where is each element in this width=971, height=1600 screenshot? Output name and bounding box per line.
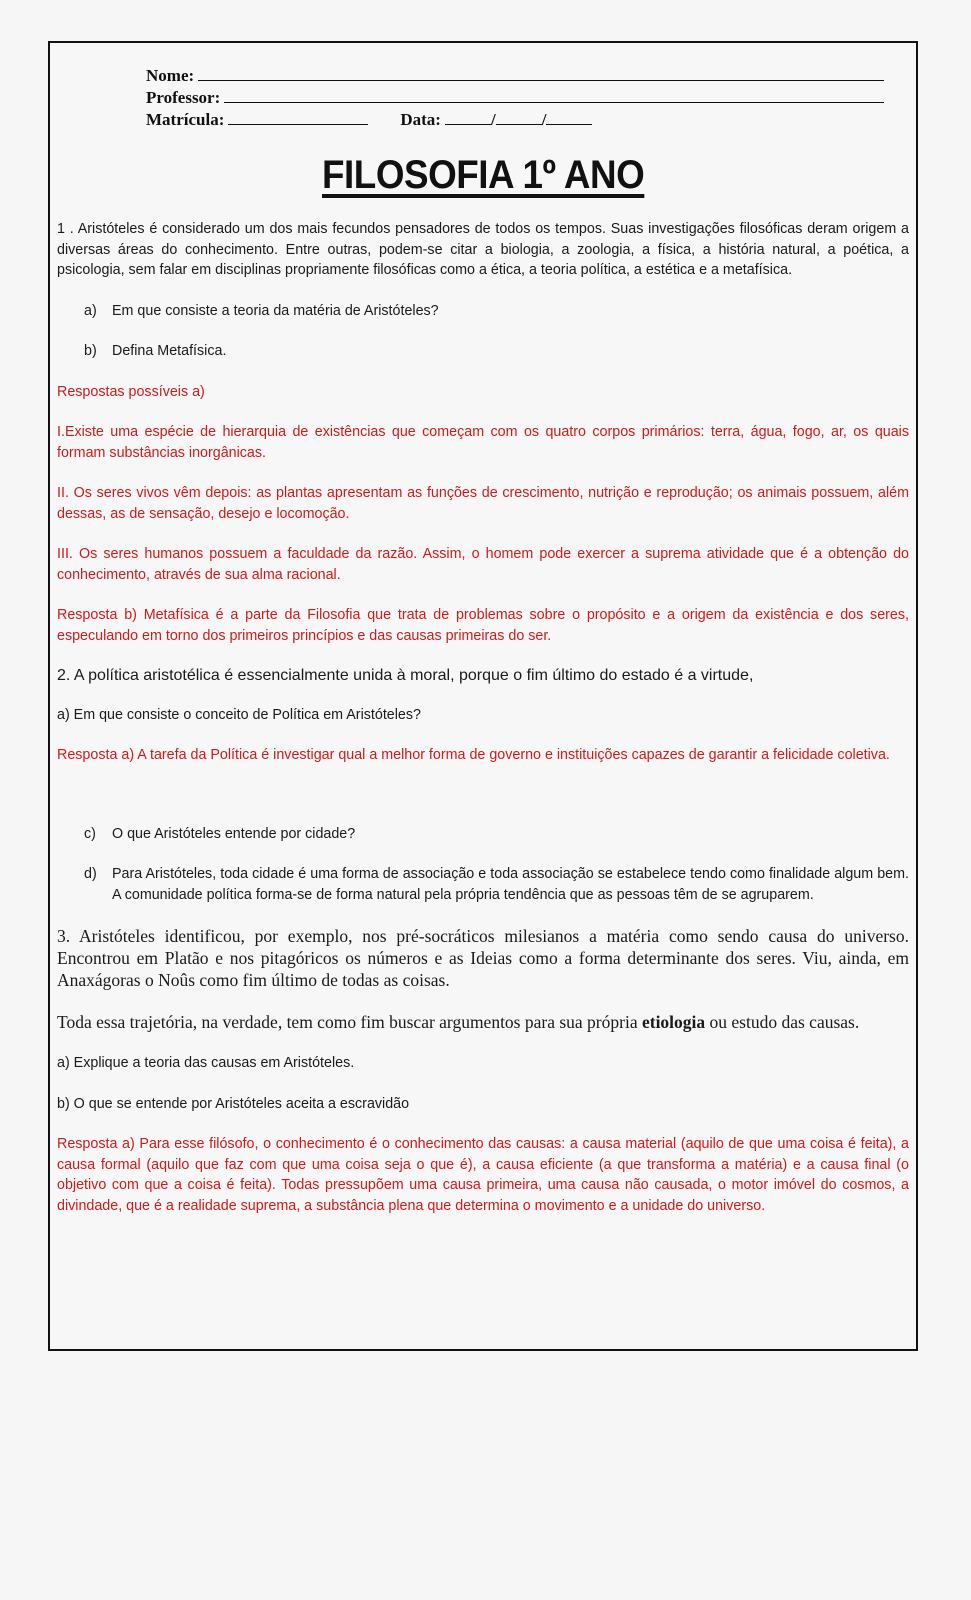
date-separator: /: [490, 110, 496, 129]
professor-field[interactable]: [224, 87, 884, 103]
matricula-row: [146, 109, 884, 131]
professor-row: [146, 87, 884, 109]
question-3b: b) O que se entende por Aristóteles aceita a escravidão: [57, 1095, 410, 1112]
answers-heading: Respostas possíveis a): [57, 383, 205, 400]
item-text: Para Aristóteles, toda cidade é uma forma de associação e toda associação se estabelece tendo como finalidade algum bem. A comunidade política forma-se de forma natural pela própria tendência que as pessoas têm de se agruparem.: [112, 866, 909, 903]
etiologia-term: etiologia: [641, 1012, 706, 1032]
item-text: Em que consiste a teoria da matéria de Aristóteles?: [112, 302, 439, 319]
date-month-field[interactable]: [496, 109, 542, 125]
worksheet-page: [48, 41, 918, 1351]
nome-label: Nome:: [146, 66, 195, 85]
answer-1a-iii: III. Os seres humanos possuem a faculdade da razão. Assim, o homem pode exercer a suprema atividade que é a obtenção do conhecimento, através de sua alma racional.: [57, 546, 909, 583]
page-title: FILOSOFIA 1º ANO: [321, 153, 645, 197]
date-day-field[interactable]: [445, 109, 491, 125]
nome-row: [146, 65, 884, 87]
date-year-field[interactable]: [546, 109, 592, 125]
document-body: [57, 219, 909, 1236]
item-marker: c): [84, 825, 96, 842]
item-marker: b): [84, 343, 97, 359]
question-2-intro: 2. A política aristotélica é essencialmente unida à moral, porque o fim último do estado é a virtude,: [57, 667, 754, 684]
question-1-intro: 1 . Aristóteles é considerado um dos mais fecundos pensadores de todos os tempos. Suas investigações filosóficas deram origem a diversas áreas do conhecimento. Entre outras, podem-se citar a biologia, a zoologia, a física, a história natural, a poética, a psicologia, sem falar em disciplinas propriamente filosóficas como a ética, a teoria política, a estética e a metafísica.: [57, 221, 909, 278]
question-3a: a) Explique a teoria das causas em Aristóteles.: [57, 1055, 355, 1071]
student-header: [146, 65, 884, 131]
matricula-label: Matrícula:: [146, 110, 225, 129]
item-marker: d): [84, 866, 97, 882]
data-label: Data:: [400, 110, 441, 129]
matricula-field[interactable]: [228, 109, 368, 125]
question-3-intro: 3. Aristóteles identificou, por exemplo, nos pré-socráticos milesianos a matéria como sendo causa do universo. Encontrou em Platão e nos pitagóricos os números e as Ideias como a forma determinante dos seres. Viu, ainda, em Anaxágoras o Noûs como fim último de todas as coisas.: [57, 926, 909, 990]
question-2d: [57, 864, 909, 905]
question-1a: [57, 301, 909, 322]
answer-1a-i: I.Existe uma espécie de hierarquia de existências que começam com os quatro corpos primários: terra, água, fogo, ar, os quais formam substâncias inorgânicas.: [57, 424, 909, 461]
answer-1b: Resposta b) Metafísica é a parte da Filosofia que trata de problemas sobre o propósito e a origem da existência e dos seres, especulando em torno dos primeiros princípios e das causas primeiras do ser.: [57, 607, 909, 644]
answer-1a-ii: II. Os seres vivos vêm depois: as plantas apresentam as funções de crescimento, nutrição e reprodução; os animais possuem, além dessas, as de sensação, desejo e locomoção.: [57, 485, 909, 522]
answer-3a: Resposta a) Para esse filósofo, o conhecimento é o conhecimento das causas: a causa material (aquilo de que uma coisa é feita), a causa formal (aquilo que faz com que uma coisa seja o que é), a causa eficiente (a que transforma a matéria) e a causa final (o objetivo com que a coisa é feita). Todas pressupõem uma causa primeira, uma causa não causada, o motor imóvel do cosmos, a divindade, que é a realidade suprema, a substância plena que determina o movimento e a unidade do universo.: [57, 1136, 909, 1214]
item-text: Defina Metafísica.: [112, 343, 227, 359]
spacer: [57, 786, 909, 824]
question-2c: [57, 824, 909, 845]
item-text: O que Aristóteles entende por cidade?: [112, 825, 356, 842]
date-separator: /: [541, 110, 547, 129]
nome-field[interactable]: [198, 65, 884, 81]
item-marker: a): [84, 302, 97, 319]
answer-2a: Resposta a) A tarefa da Política é investigar qual a melhor forma de governo e instituições capazes de garantir a felicidade coletiva.: [57, 747, 890, 763]
question-3-paragraph: Toda essa trajetória, na verdade, tem como fim buscar argumentos para sua própria etiologia ou estudo das causas.: [57, 1012, 860, 1032]
professor-label: Professor:: [146, 88, 221, 107]
question-2a: a) Em que consiste o conceito de Política em Aristóteles?: [57, 706, 421, 723]
question-1b: [57, 341, 909, 362]
